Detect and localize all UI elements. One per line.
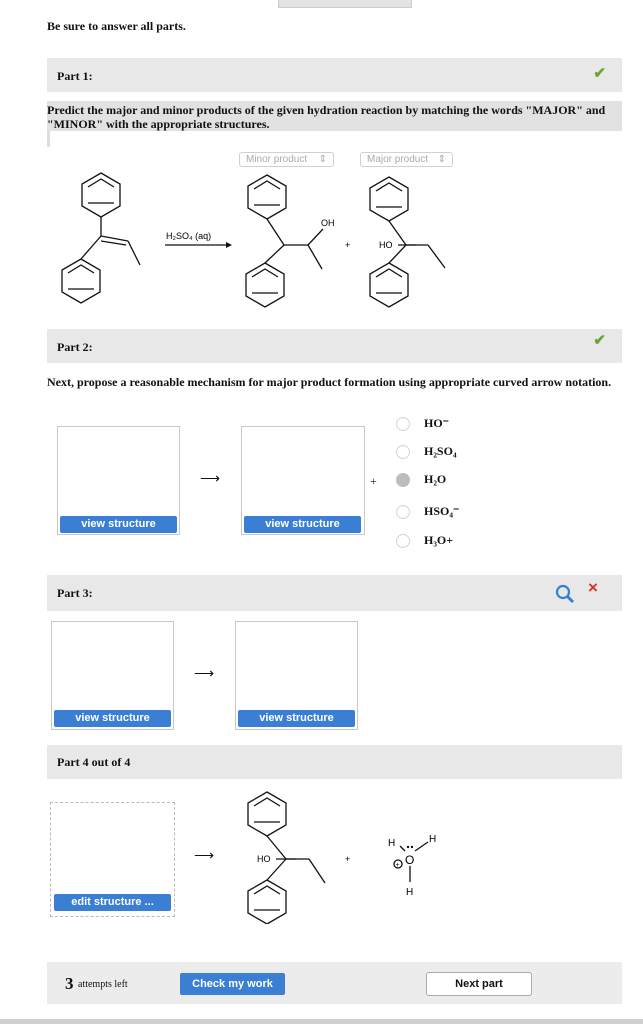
part1-header xyxy=(47,58,622,92)
oxygen-label: O xyxy=(405,853,415,867)
attempts-count: 3 xyxy=(65,974,74,993)
view-structure-button-2[interactable]: view structure xyxy=(244,516,361,533)
radio-h2o[interactable] xyxy=(396,473,410,487)
footer-bar xyxy=(47,962,622,1004)
view-structure-button-1[interactable]: view structure xyxy=(60,516,177,533)
x-icon: × xyxy=(588,578,598,597)
part1-title: Part 1: xyxy=(57,69,93,83)
plus-sign: + xyxy=(345,240,351,250)
view-structure-button-4[interactable]: view structure xyxy=(238,710,355,727)
check-icon: ✔ xyxy=(593,333,606,349)
option-h2o: H₂O xyxy=(424,472,447,486)
option-hso4-minus: HSO₄⁻ xyxy=(424,504,460,518)
select1-label: Minor product xyxy=(246,154,308,165)
instruction: Be sure to answer all parts. xyxy=(47,19,186,33)
part1-question: Predict the major and minor products of the given hydration reaction by matching the words "MAJOR" and "MINOR" with the appropriate structures. xyxy=(47,103,606,131)
select2-label: Major product xyxy=(367,154,429,165)
check-icon: ✔ xyxy=(593,66,606,82)
check-my-work-button[interactable]: Check my work xyxy=(180,973,285,995)
bottom-border xyxy=(0,1019,643,1024)
option-h2so4: H₂SO₄ xyxy=(424,444,457,458)
top-tab xyxy=(278,0,412,8)
h-top-left: H xyxy=(388,838,396,849)
magnifier-icon[interactable] xyxy=(554,583,576,605)
view-structure-button-3[interactable]: view structure xyxy=(54,710,171,727)
part2-question: Next, propose a reasonable mechanism for major product formation using appropriate curved arrow notation. xyxy=(47,375,612,389)
h-bottom: H xyxy=(406,887,414,898)
cursor-bar xyxy=(47,131,50,147)
attempts-text: attempts left xyxy=(78,979,128,990)
ho-label: HO xyxy=(257,854,271,864)
arrow-icon: ⟶ xyxy=(194,849,215,864)
arrow-icon: ⟶ xyxy=(194,667,215,682)
ho-label: HO xyxy=(379,240,393,250)
part4-scheme xyxy=(230,784,470,924)
h-top-right: H xyxy=(429,834,437,845)
part2-header xyxy=(47,329,622,363)
arrow-icon: ⟶ xyxy=(200,472,221,487)
plus-sign: + xyxy=(370,474,377,488)
part3-title: Part 3: xyxy=(57,586,93,600)
reaction-scheme xyxy=(40,165,480,325)
option-ho-minus: HO⁻ xyxy=(424,416,450,430)
oh-label: OH xyxy=(321,218,335,228)
plus-sign: + xyxy=(345,854,351,864)
radio-h2so4[interactable] xyxy=(396,445,410,459)
updown-icon: ⇕ xyxy=(437,154,446,165)
radio-hso4-minus[interactable] xyxy=(396,505,410,519)
reagent-label: H₂SO₄ (aq) xyxy=(166,231,212,241)
edit-structure-button[interactable]: edit structure ... xyxy=(54,894,171,911)
radio-ho-minus[interactable] xyxy=(396,417,410,431)
next-part-button[interactable]: Next part xyxy=(426,972,532,996)
part2-title: Part 2: xyxy=(57,340,93,354)
updown-icon: ⇕ xyxy=(318,154,327,165)
part4-title: Part 4 out of 4 xyxy=(57,755,131,769)
part4-header xyxy=(47,745,622,779)
radio-h3o-plus[interactable] xyxy=(396,534,410,548)
option-h3o-plus: H₃O+ xyxy=(424,533,454,547)
positive-charge: + xyxy=(395,862,400,869)
part3-header xyxy=(47,575,622,611)
